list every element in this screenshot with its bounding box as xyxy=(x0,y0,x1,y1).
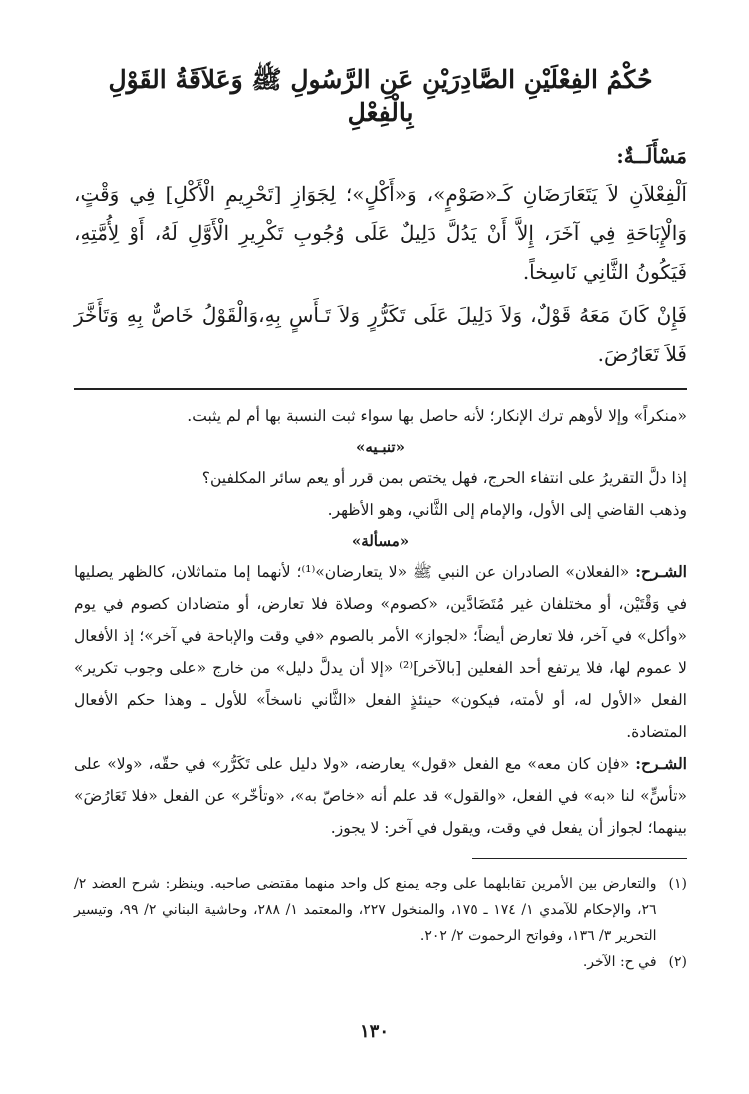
tanbih-heading: «تنبـيه» xyxy=(356,438,405,456)
section-divider xyxy=(74,388,687,390)
masala-heading: «مسألة» xyxy=(351,532,410,550)
chapter-title: حُكْمُ الفِعْلَيْنِ الصَّادِرَيْنِ عَنِ الرَّسُولِ ﷺ وَعَلاَقَةُ القَوْلِ بِالْفِعْلِ xyxy=(108,65,653,127)
sharh-text: «الفعلان» الصادران عن النبي ﷺ «لا يتعارضان»⁽¹⁾؛ لأنهما إما متماثلان، كالظهر يصليها في وَقْتَيْن، أو مختلفان غير مُتَضَادَّين، «كصوم» وصلاة فلا تعارض، أو متضادان كصوم في يوم «وأكل» في آخر، فلا تعارض أيضاً؛ «لجواز» الأمر بالصوم «في وقت والإباحة في آخر»؛ إذ الأفعال لا عموم لها، فلا يرتفع أحد الفعلين [بالآخر]⁽²⁾ «إلا أن يدلَّ دليل» من خارج «على وجوب تكرير» الفعل «الأول له، أو لأمته، فيكون» حينئذٍ الفعل «الثَّاني ناسخاً» للأول ـ وهذا حكم الأفعال المتضادة. xyxy=(74,563,687,741)
matn-paragraph-1: اَلْفِعْلاَنِ لاَ يَتَعَارَضَانِ كَـ«صَوْمٍ»، وَ«أَكْلٍ»؛ لِجَوَازِ [تَحْرِيمِ الْأَكْلِ] فِي وَقْتٍ، وَالْإِبَاحَةِ فِي آخَرَ، إِلاَّ أَنْ يَدُلَّ دَلِيلٌ عَلَى وُجُوبِ تَكْرِيرِ الْأَوَّلِ لَهُ، أَوْ لِأُمَّتِهِ، فَيَكُونُ الثَّانِي نَاسِخاً. xyxy=(74,182,687,284)
matn-paragraph-2: فَإِنْ كَانَ مَعَهُ قَوْلٌ، وَلاَ دَلِيلَ عَلَى تَكَرُّرٍ وَلاَ تَـأَسٍ بِهِ،وَالْقَوْلُ خَاصٌّ بِهِ وَتَأَخَّرَ فَلاَ تَعَارُضَ. xyxy=(74,303,688,366)
page-number: ١٣٠ xyxy=(359,1021,389,1042)
footnote-2 xyxy=(74,949,687,975)
sharh-label: الشـرح: xyxy=(635,562,687,581)
footnote-text: في ح: الآخر. xyxy=(582,954,657,970)
matn-issue-label: مَسْأَلَــةٌ: xyxy=(616,144,687,168)
book-page xyxy=(74,64,687,1054)
commentary-paragraph-5 xyxy=(74,748,687,844)
footnote-divider xyxy=(472,858,687,859)
footnote-text: والتعارض بين الأمرين تقابلهما على وجه يمنع كل واحد منهما مقتضى صاحبه. وينظر: شرح العضد ٢/ ٢٦، والإحكام للآمدي ١/ ١٧٤ ـ ١٧٥، والمنخول ٢٢٧، والمعتمد ١/ ٢٨٨، وحاشية البناني ٢/ ٩٩، وتيسير التحرير ٣/ ١٣٦، وفواتح الرحموت ٢/ ٢٠٢. xyxy=(74,876,657,944)
footnote-1 xyxy=(74,871,687,949)
sharh-label: الشـرح: xyxy=(635,754,687,773)
sharh-text: «فإن كان معه» مع الفعل «قول» يعارضه، «ولا دليل على تَكَرُّر» في حقّه، «ولا» على «تأسٍّ» لنا «به» في الفعل، «والقول» قد علم أنه «خاصّ به»، «وتأخّر» عن الفعل «فلا تَعَارُضَ» بينهما؛ لجواز أن يفعل في وقت، ويقول في آخر: لا يجوز. xyxy=(74,755,687,837)
commentary-paragraph-3: وذهب القاضي إلى الأول، والإمام إلى الثَّاني، وهو الأظهر. xyxy=(327,501,687,519)
commentary-paragraph-2: إذا دلَّ التقريرُ على انتفاء الحرج، فهل يختص بمن قرر أو يعم سائر المكلفين؟ xyxy=(201,469,687,487)
commentary-paragraph-1: «منكراً» وإلا لأوهم ترك الإنكار؛ لأنه حاصل بها سواء ثبت النسبة بها أم لم يثبت. xyxy=(187,407,687,425)
footnote-number: (٢) xyxy=(668,954,687,970)
commentary-paragraph-4 xyxy=(74,556,687,748)
footnote-number: (١) xyxy=(668,876,687,892)
